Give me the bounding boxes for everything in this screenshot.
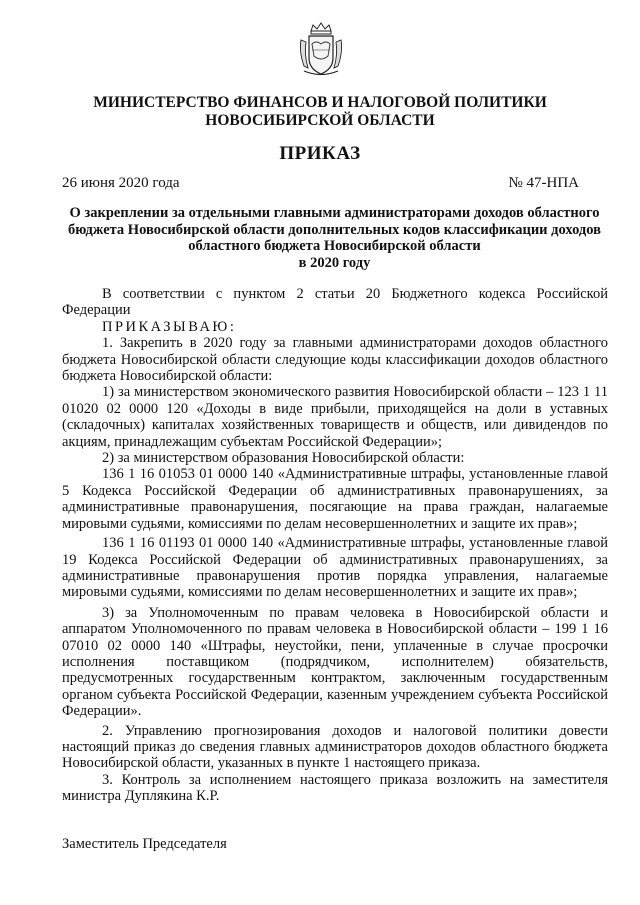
paragraph-item-1-1: 1) за министерством экономического развития Новосибирской области – 123 1 11 01020 02 0000 120 «Доходы в виде прибыли, приходящейся на доли в уставных (складочных) капиталах хозяйственных товариществ и обществ, или дивидендов по акциям, принадлежащим субъектам Российской Федерации»; <box>62 384 608 450</box>
subject-line: областного бюджета Новосибирской области <box>188 238 481 254</box>
document-title: ПРИКАЗ <box>279 143 361 164</box>
subject-line: в 2020 году <box>298 254 371 271</box>
document-subject <box>62 205 607 271</box>
signer-position: Заместитель Председателя <box>62 836 227 852</box>
document-number: № 47-НПА <box>508 175 579 191</box>
order-word: ПРИКАЗЫВАЮ: <box>102 318 237 335</box>
ministry-name-line1: МИНИСТЕРСТВО ФИНАНСОВ И НАЛОГОВОЙ ПОЛИТИКИ <box>93 94 547 111</box>
paragraph-item-1-2: 2) за министерством образования Новосибирской области: <box>102 450 465 467</box>
paragraph-item-3: 3. Контроль за исполнением настоящего приказа возложить на заместителя министра Дуплякина К.Р. <box>62 771 608 805</box>
document-date: 26 июня 2020 года <box>62 175 180 191</box>
subject-line: бюджета Новосибирской области дополнительных кодов классификации доходов <box>68 221 601 238</box>
document-body <box>62 286 608 805</box>
paragraph-item-2: 2. Управлению прогнозирования доходов и налоговой политики довести настоящий приказ до сведения главных администраторов доходов областного бюджета Новосибирской области, указанных в пункте 1 настоящего приказа. <box>62 722 608 772</box>
subject-line: О закреплении за отдельными главными администраторами доходов областного <box>69 205 600 221</box>
paragraph-item-1-2-b: 136 1 16 01193 01 0000 140 «Административные штрафы, установленные главой 19 Кодекса Российской Федерации об административных правонарушениях, за административные правонарушения против порядка управления, налагаемые мировыми судьями, комиссиями по делам несовершеннолетних и защите их прав»; <box>62 535 608 601</box>
novosibirsk-coat-of-arms-icon <box>298 22 344 78</box>
ministry-name-line2: НОВОСИБИРСКОЙ ОБЛАСТИ <box>205 112 435 129</box>
paragraph-item-1-2-a: 136 1 16 01053 01 0000 140 «Административные штрафы, установленные главой 5 Кодекса Российской Федерации об административных правонарушениях, за административные правонарушения, посягающие на права граждан, налагаемые мировыми судьями, комиссиями по делам несовершеннолетних и защите их прав»; <box>62 466 608 532</box>
preamble-paragraph: В соответствии с пунктом 2 статьи 20 Бюджетного кодекса Российской Федерации <box>62 286 608 319</box>
paragraph-item-1-3: 3) за Уполномоченным по правам человека в Новосибирской области и аппаратом Уполномоченного по правам человека в Новосибирской области – 199 1 16 07010 02 0000 140 «Штрафы, неустойки, пени, уплаченные в случае просрочки исполнения поставщиком (подрядчиком, исполнителем) обязательств, предусмотренных государственным контрактом, заключенным государственным органом субъекта Российской Федерации, казенным учреждением субъекта Российской Федерации». <box>62 604 608 720</box>
paragraph-item-1: 1. Закрепить в 2020 году за главными администраторами доходов областного бюджета Новосибирской области следующие коды классификации доходов областного бюджета Новосибирской области: <box>62 335 608 385</box>
